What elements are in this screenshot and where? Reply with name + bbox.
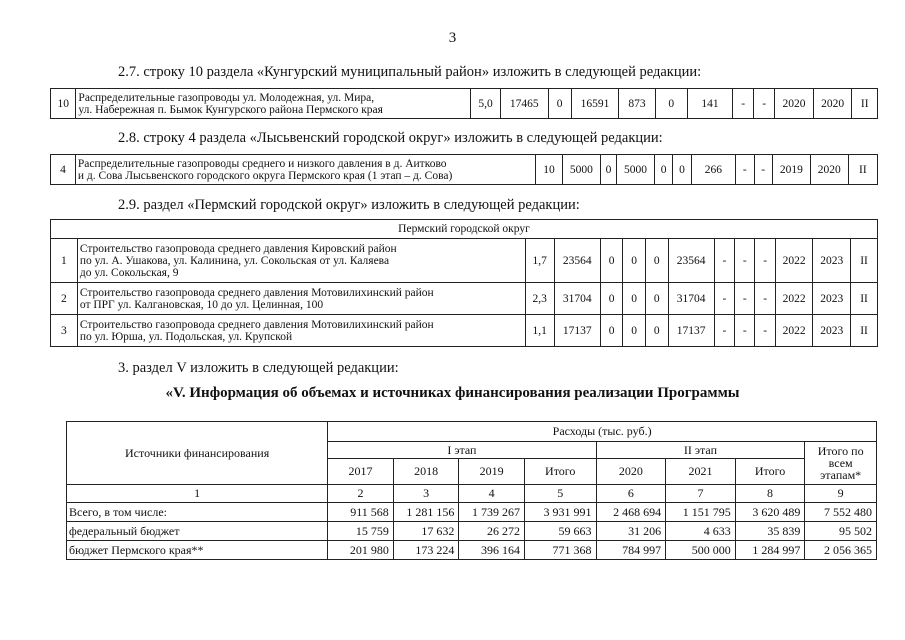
cell: 0: [548, 89, 571, 119]
cell: II: [848, 155, 877, 185]
table-row: [51, 283, 878, 315]
stage-1: I этап: [328, 442, 596, 459]
paragraph-3: 3. раздел V изложить в следующей редакции:: [118, 360, 399, 376]
value-cell: 396 164: [459, 541, 525, 560]
cell: 2023: [813, 239, 851, 283]
cell: 5,0: [471, 89, 501, 119]
paragraph-2-7: 2.7. строку 10 раздела «Кунгурский муниципальный район» изложить в следующей редакции:: [118, 64, 702, 80]
row-number: 1: [51, 239, 78, 283]
table-row: [67, 503, 877, 522]
value-cell: 17 632: [393, 522, 459, 541]
value-cell: 7 552 480: [805, 503, 877, 522]
paragraph-2-8: 2.8. строку 4 раздела «Лысьвенский городской округ» изложить в следующей редакции:: [118, 130, 663, 146]
cell: 2020: [813, 89, 852, 119]
description-line: Распределительные газопроводы среднего и низкого давления в д. Аитково: [77, 157, 447, 170]
cell: 0: [645, 283, 668, 315]
stage-2: II этап: [596, 442, 805, 459]
value-cell: 201 980: [328, 541, 394, 560]
section-title: «V. Информация об объемах и источниках финансирования реализации Программы: [165, 385, 740, 401]
description-line: по ул. Юрша, ул. Подольская, ул. Крупской: [79, 330, 293, 343]
cell: 31704: [554, 283, 600, 315]
cell: 17137: [554, 315, 600, 347]
cell: 0: [623, 315, 646, 347]
col-number: 6: [596, 485, 666, 503]
year-header: 2021: [666, 459, 736, 485]
cell: 0: [655, 89, 687, 119]
cell: 2022: [775, 239, 813, 283]
table-kungur: [50, 88, 878, 119]
value-cell: 3 620 489: [735, 503, 805, 522]
cell: 17137: [668, 315, 714, 347]
cell: 2022: [775, 315, 813, 347]
cell: -: [733, 89, 754, 119]
header-row: [67, 422, 877, 442]
cell: 31704: [668, 283, 714, 315]
col-number: 9: [805, 485, 877, 503]
cell: 2019: [772, 155, 810, 185]
value-cell: 1 151 795: [666, 503, 736, 522]
col-number: 7: [666, 485, 736, 503]
year-header: Итого: [524, 459, 596, 485]
table-row: [51, 239, 878, 283]
row-description: [76, 89, 471, 119]
value-cell: 173 224: [393, 541, 459, 560]
cell: 2020: [775, 89, 814, 119]
cell: 23564: [668, 239, 714, 283]
cell: 1,7: [525, 239, 554, 283]
cell: II: [851, 315, 878, 347]
row-number: 10: [51, 89, 76, 119]
cell: 0: [623, 283, 646, 315]
cell: -: [735, 239, 755, 283]
value-cell: 59 663: [524, 522, 596, 541]
value-cell: 31 206: [596, 522, 666, 541]
cell: 2,3: [525, 283, 554, 315]
table-lysva: [50, 154, 878, 185]
value-cell: 15 759: [328, 522, 394, 541]
cell: 16591: [571, 89, 619, 119]
cell: 266: [691, 155, 735, 185]
row-number: 2: [51, 283, 78, 315]
cell: 2023: [813, 315, 851, 347]
row-description: [77, 239, 525, 283]
row-description: [77, 283, 525, 315]
row-label: федеральный бюджет: [67, 522, 328, 541]
cell: 10: [535, 155, 562, 185]
cell: -: [714, 315, 734, 347]
table-row: [51, 89, 878, 119]
description-line: Распределительные газопроводы ул. Молодежная, ул. Мира,: [78, 91, 375, 104]
value-cell: 2 468 694: [596, 503, 666, 522]
col-sources: Источники финансирования: [67, 422, 328, 485]
cell: 23564: [554, 239, 600, 283]
cell: 0: [600, 283, 623, 315]
cell: 0: [600, 239, 623, 283]
column-numbers-row: [67, 485, 877, 503]
value-cell: 500 000: [666, 541, 736, 560]
col-number: 3: [393, 485, 459, 503]
value-cell: 95 502: [805, 522, 877, 541]
table-row: [67, 522, 877, 541]
col-number: 4: [459, 485, 525, 503]
cell: II: [852, 89, 878, 119]
description-line: ул. Набережная п. Бымок Кунгурского района Пермского края: [78, 103, 383, 116]
description-line: Строительство газопровода среднего давления Мотовилихинский район: [79, 318, 434, 331]
row-label: бюджет Пермского края**: [67, 541, 328, 560]
value-cell: 1 281 156: [393, 503, 459, 522]
description-line: по ул. А. Ушакова, ул. Калинина, ул. Сокольская от ул. Каляева: [79, 254, 390, 267]
col-number: 2: [328, 485, 394, 503]
col-number: 8: [735, 485, 805, 503]
description-line: до ул. Сокольская, 9: [79, 266, 179, 279]
cell: -: [755, 315, 775, 347]
value-cell: 784 997: [596, 541, 666, 560]
cell: 17465: [500, 89, 548, 119]
value-cell: 2 056 365: [805, 541, 877, 560]
value-cell: 771 368: [524, 541, 596, 560]
paragraph-2-9: 2.9. раздел «Пермский городской округ» изложить в следующей редакции:: [118, 197, 580, 213]
value-cell: 4 633: [666, 522, 736, 541]
cell: -: [735, 283, 755, 315]
cell: 0: [623, 239, 646, 283]
table-perm: [50, 219, 878, 347]
cell: 873: [619, 89, 655, 119]
cell: II: [851, 283, 878, 315]
row-description: [77, 315, 525, 347]
cell: -: [714, 239, 734, 283]
page-number: 3: [448, 30, 457, 46]
table-row: [67, 541, 877, 560]
cell: -: [755, 239, 775, 283]
section-header: Пермский городской округ: [51, 220, 878, 239]
description-line: и д. Сова Лысьвенского городского округа Пермского края (1 этап – д. Сова): [77, 169, 453, 182]
row-number: 3: [51, 315, 78, 347]
description-line: Строительство газопровода среднего давления Кировский район: [79, 242, 397, 255]
value-cell: 3 931 991: [524, 503, 596, 522]
value-cell: 1 739 267: [459, 503, 525, 522]
col-number: 5: [524, 485, 596, 503]
cell: 2020: [810, 155, 848, 185]
cell: -: [736, 155, 754, 185]
value-cell: 26 272: [459, 522, 525, 541]
table-header-row: [51, 220, 878, 239]
value-cell: 35 839: [735, 522, 805, 541]
cell: 0: [645, 239, 668, 283]
cell: 2023: [813, 283, 851, 315]
cell: 5000: [562, 155, 600, 185]
col-expenses: Расходы (тыс. руб.): [328, 422, 877, 442]
year-header: 2019: [459, 459, 525, 485]
cell: 2022: [775, 283, 813, 315]
year-header: Итого: [735, 459, 805, 485]
cell: 0: [600, 155, 616, 185]
total-all-stages: Итого по всем этапам*: [805, 442, 877, 485]
cell: -: [754, 155, 772, 185]
value-cell: 911 568: [328, 503, 394, 522]
year-header: 2017: [328, 459, 394, 485]
col-number: 1: [67, 485, 328, 503]
cell: 0: [654, 155, 672, 185]
cell: II: [851, 239, 878, 283]
cell: 0: [645, 315, 668, 347]
cell: 5000: [617, 155, 655, 185]
cell: -: [735, 315, 755, 347]
row-number: 4: [51, 155, 76, 185]
year-header: 2020: [596, 459, 666, 485]
cell: 0: [600, 315, 623, 347]
cell: -: [754, 89, 775, 119]
year-header: 2018: [393, 459, 459, 485]
row-label: Всего, в том числе:: [67, 503, 328, 522]
cell: -: [714, 283, 734, 315]
financing-table: [66, 421, 877, 560]
cell: 141: [687, 89, 732, 119]
table-row: [51, 155, 878, 185]
table-row: [51, 315, 878, 347]
cell: -: [755, 283, 775, 315]
cell: 0: [673, 155, 691, 185]
description-line: от ПРГ ул. Калгановская, 10 до ул. Целинная, 100: [79, 298, 324, 311]
description-line: Строительство газопровода среднего давления Мотовилихинский район: [79, 286, 434, 299]
cell: 1,1: [525, 315, 554, 347]
row-description: [75, 155, 535, 185]
value-cell: 1 284 997: [735, 541, 805, 560]
